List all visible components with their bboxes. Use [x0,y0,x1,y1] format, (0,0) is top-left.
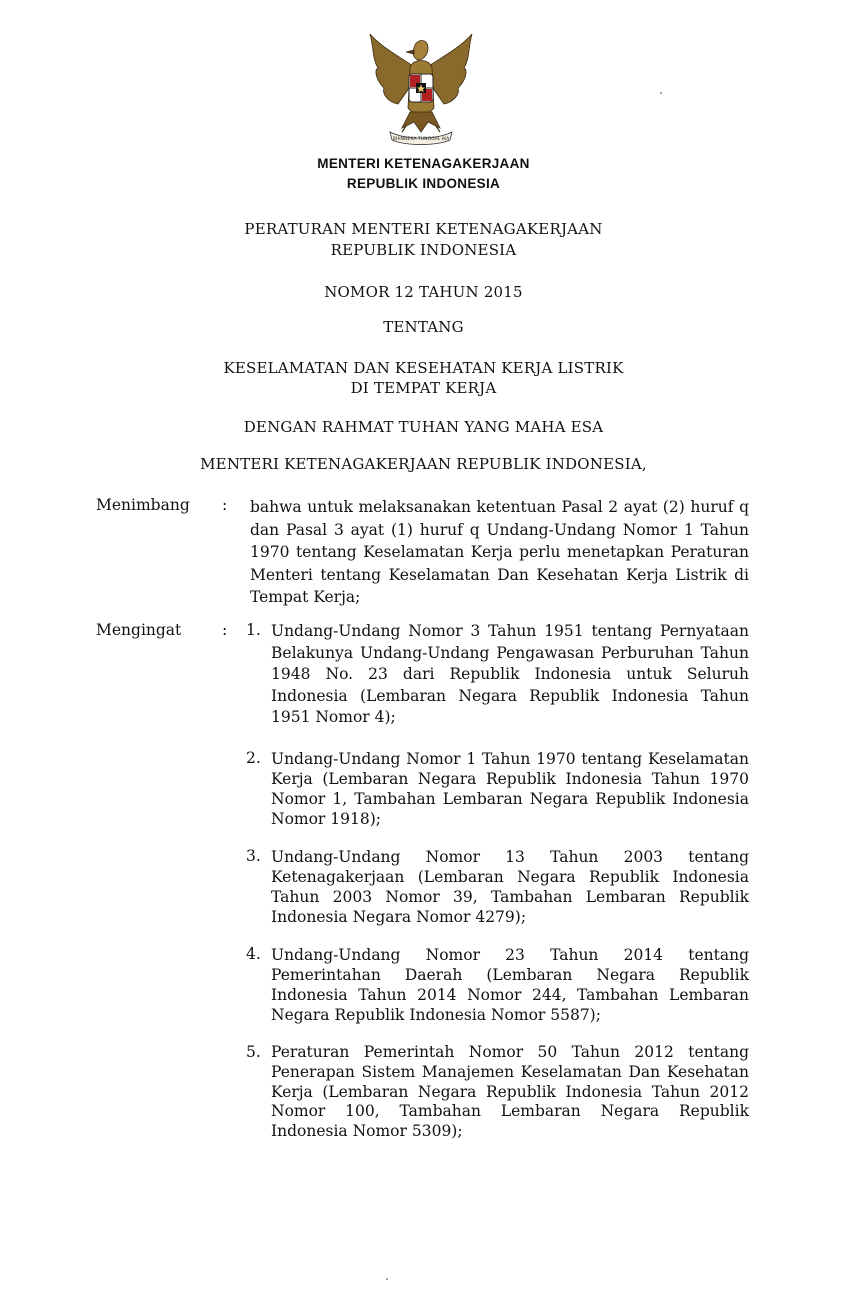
menimbang-text: bahwa untuk melaksanakan ketentuan Pasal 2 ayat (2) huruf q dan Pasal 3 ayat (1) huruf q Undang-Undang Nomor 1 Tahun 1970 tentang Keselamatan Kerja perlu menetapkan Peraturan Menteri tentang Keselamatan Dan Kesehatan Kerja Listrik di Tempat Kerja; [250,498,749,606]
regulation-country: REPUBLIK INDONESIA [330,241,517,259]
regulation-subject-line1: KESELAMATAN DAN KESEHATAN KERJA LISTRIK [223,359,624,377]
garuda-emblem-icon [362,28,480,150]
mengingat-item-text: Undang-Undang Nomor 3 Tahun 1951 tentang Pernyataan Belakunya Undang-Undang Pengawasan Perburuhan Tahun 1948 No. 23 dari Republik Indonesia untuk Seluruh Indonesia (Lembaran Negara Republik Indonesia Tahun 1951 Nomor 4); [271,622,749,726]
mengingat-item-number: 5. [246,1043,261,1061]
issuer-line: MENTERI KETENAGAKERJAAN REPUBLIK INDONESIA, [200,455,647,473]
mengingat-item-text: Undang-Undang Nomor 13 Tahun 2003 tentang Ketenagakerjaan (Lembaran Negara Republik Indonesia Tahun 2003 Nomor 39, Tambahan Lembaran Republik Indonesia Negara Nomor 4279); [271,848,749,926]
ministry-name: MENTERI KETENAGAKERJAAN [317,156,530,171]
ministry-country: REPUBLIK INDONESIA [346,176,501,191]
mengingat-item-number: 2. [246,749,261,767]
mengingat-item-text: Peraturan Pemerintah Nomor 50 Tahun 2012 tentang Penerapan Sistem Manajemen Keselamatan Dan Kesehatan Kerja (Lembaran Negara Republik Indonesia Tahun 2012 Nomor 100, Tambahan Lembaran Negara Republik Indonesia Nomor 5309); [271,1043,749,1141]
mengingat-item-number: 3. [246,847,261,865]
regulation-number: NOMOR 12 TAHUN 2015 [324,283,523,301]
mengingat-item-number: 4. [246,945,261,963]
mengingat-colon: : [222,621,228,639]
blessing-line: DENGAN RAHMAT TUHAN YANG MAHA ESA [243,418,604,436]
emblem-motto: BHINNEKA TUNGGAL IKA [392,137,450,142]
regulation-subject-line2: DI TEMPAT KERJA [350,379,497,397]
scan-speck [660,92,662,94]
regulation-about: TENTANG [383,318,464,336]
regulation-title: PERATURAN MENTERI KETENAGAKERJAAN [244,220,603,238]
mengingat-item-number: 1. [246,621,261,639]
menimbang-colon: : [222,496,228,514]
mengingat-label: Mengingat [96,621,182,639]
mengingat-item-text: Undang-Undang Nomor 1 Tahun 1970 tentang Keselamatan Kerja (Lembaran Negara Republik Indonesia Tahun 1970 Nomor 1, Tambahan Lembaran Negara Republik Indonesia Nomor 1918); [271,750,749,828]
mengingat-item-text: Undang-Undang Nomor 23 Tahun 2014 tentang Pemerintahan Daerah (Lembaran Negara Republik Indonesia Tahun 2014 Nomor 244, Tambahan Lembaran Negara Republik Indonesia Nomor 5587); [271,946,749,1024]
menimbang-label: Menimbang [96,496,190,514]
scan-speck [386,1278,388,1280]
